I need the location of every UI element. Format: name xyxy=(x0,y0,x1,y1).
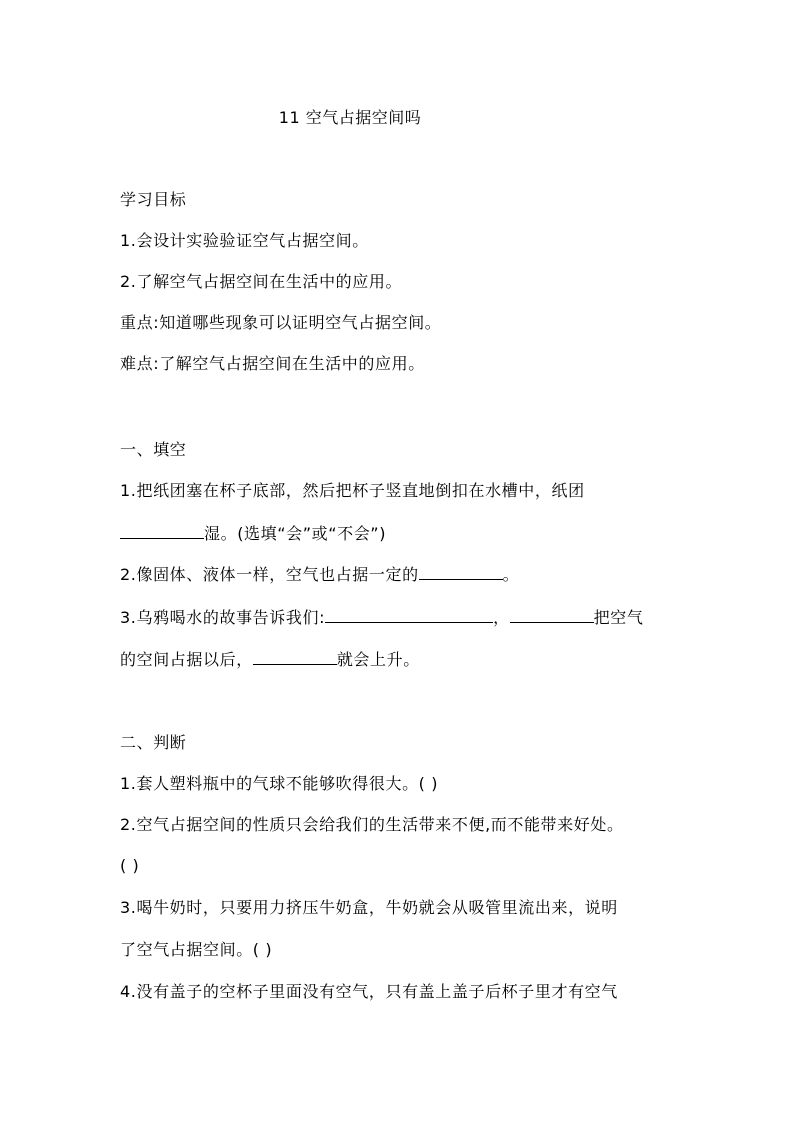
fill-question-2-text: 2.像固体、液体一样，空气也占据一定的 xyxy=(120,565,419,584)
answer-blank[interactable] xyxy=(120,522,204,539)
judge-item-3-line2: 了空气占据空间。( ) xyxy=(120,940,273,959)
fill-question-2 xyxy=(120,563,519,585)
fill-question-3-line1 xyxy=(120,606,643,628)
judge-item-2-line1: 2.空气占据空间的性质只会给我们的生活带来不便,而不能带来好处。 xyxy=(120,815,624,834)
judge-item-2-line2: ( ) xyxy=(120,856,140,875)
key-point: 重点:知道哪些现象可以证明空气占据空间。 xyxy=(120,313,442,332)
fill-question-1-text: 湿。(选填“会”或“不会”) xyxy=(204,524,387,543)
goal-item-2: 2.了解空气占据空间在生活中的应用。 xyxy=(120,272,403,291)
goals-heading: 学习目标 xyxy=(120,190,187,209)
fill-question-2-end: 。 xyxy=(502,565,520,584)
judge-heading: 二、判断 xyxy=(120,733,187,752)
page-title: 11 空气占据空间吗 xyxy=(278,108,422,127)
answer-blank[interactable] xyxy=(510,606,594,623)
judge-item-3-line1: 3.喝牛奶时，只要用力挤压牛奶盒，牛奶就会从吸管里流出来，说明 xyxy=(120,898,618,917)
answer-blank[interactable] xyxy=(419,563,503,580)
fill-question-1-line1: 1.把纸团塞在杯子底部，然后把杯子竖直地倒扣在水槽中，纸团 xyxy=(120,481,585,500)
fill-question-3-text-c: 的空间占据以后， xyxy=(120,650,253,669)
difficult-point: 难点:了解空气占据空间在生活中的应用。 xyxy=(120,354,425,373)
fill-question-3-line2 xyxy=(120,648,420,670)
fill-question-3-comma: ， xyxy=(493,608,510,627)
goal-item-1: 1.会设计实验验证空气占据空间。 xyxy=(120,231,369,250)
fill-question-1-line2 xyxy=(120,522,386,544)
judge-item-1: 1.套人塑料瓶中的气球不能够吹得很大。( ) xyxy=(120,774,439,793)
judge-item-4-line1: 4.没有盖子的空杯子里面没有空气，只有盖上盖子后杯子里才有空气 xyxy=(120,982,618,1001)
answer-blank[interactable] xyxy=(325,606,493,623)
answer-blank[interactable] xyxy=(253,648,337,665)
fill-question-3-text: 3.乌鸦喝水的故事告诉我们: xyxy=(120,608,326,627)
fill-question-3-text-d: 就会上升。 xyxy=(336,650,420,669)
fill-heading: 一、填空 xyxy=(120,440,187,459)
fill-question-3-text-b: 把空气 xyxy=(593,608,644,627)
